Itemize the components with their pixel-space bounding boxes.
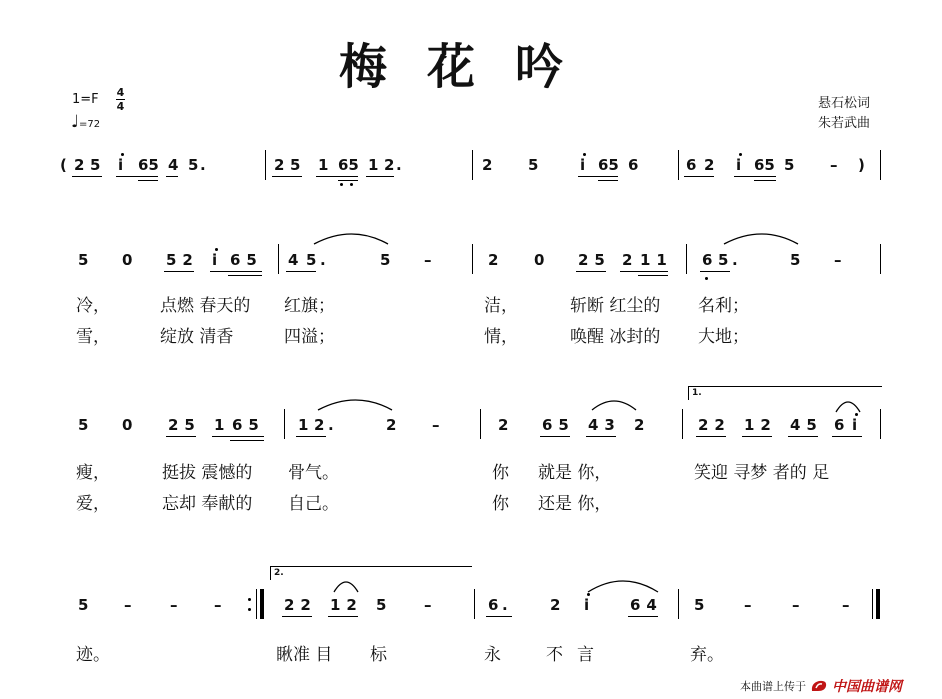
beam bbox=[700, 271, 730, 272]
lyric: 情， bbox=[484, 327, 518, 347]
slur bbox=[834, 398, 862, 414]
note: 5 bbox=[188, 156, 199, 174]
note: 5 bbox=[78, 416, 89, 434]
open-paren: ( bbox=[60, 156, 67, 174]
note: 2 bbox=[384, 156, 395, 174]
note: 5 bbox=[290, 156, 301, 174]
song-title: 梅花吟 bbox=[338, 39, 603, 95]
note: 5 bbox=[78, 596, 89, 614]
dot-extension: . bbox=[502, 596, 508, 614]
note: 2 bbox=[622, 251, 633, 269]
dash: – bbox=[792, 596, 800, 614]
volta-bracket-edge bbox=[688, 386, 689, 400]
note: i bbox=[736, 156, 742, 174]
note: 4 bbox=[288, 251, 299, 269]
lyric: 永 bbox=[484, 645, 501, 665]
beam bbox=[754, 180, 776, 181]
note: 43 bbox=[588, 416, 621, 434]
lyric: 瘦， bbox=[76, 463, 110, 483]
barline bbox=[880, 150, 881, 180]
slur bbox=[586, 576, 660, 594]
composer-credit: 朱若武曲 bbox=[818, 116, 871, 131]
note: 2 bbox=[488, 251, 499, 269]
note: 6 bbox=[686, 156, 697, 174]
beam bbox=[586, 436, 616, 437]
note: 4 bbox=[168, 156, 179, 174]
note: 65 bbox=[230, 251, 263, 269]
dash: – bbox=[432, 416, 440, 434]
barline bbox=[284, 409, 285, 439]
volta-1-label: 1. bbox=[692, 388, 702, 398]
note: i bbox=[580, 156, 586, 174]
beam bbox=[138, 180, 158, 181]
note: 5 bbox=[376, 596, 387, 614]
lyric: 雪， bbox=[76, 327, 110, 347]
volta-bracket-edge bbox=[270, 566, 271, 580]
beam bbox=[696, 436, 726, 437]
note: 22 bbox=[698, 416, 731, 434]
beam bbox=[578, 176, 618, 177]
note: 2 bbox=[550, 596, 561, 614]
dash: – bbox=[170, 596, 178, 614]
dash: – bbox=[744, 596, 752, 614]
dash: – bbox=[830, 156, 838, 174]
barline bbox=[472, 150, 473, 180]
beam bbox=[486, 616, 512, 617]
barline bbox=[474, 589, 475, 619]
lyric: 迹。 bbox=[76, 645, 110, 665]
note: 0 bbox=[534, 251, 545, 269]
octave-dot bbox=[739, 153, 742, 156]
lyric: 你 bbox=[492, 463, 509, 483]
note: 11 bbox=[640, 251, 673, 269]
lyric: 点燃 春天的 bbox=[160, 296, 251, 316]
lyric: 你 bbox=[492, 494, 509, 514]
barline bbox=[472, 244, 473, 274]
beam bbox=[212, 436, 264, 437]
low-octave-dot bbox=[350, 183, 353, 186]
lyric: 忘却 奉献的 bbox=[162, 494, 253, 514]
note: 65 bbox=[232, 416, 265, 434]
note: 25 bbox=[578, 251, 611, 269]
lyric: 爱， bbox=[76, 494, 110, 514]
barline bbox=[880, 409, 881, 439]
beam bbox=[742, 436, 772, 437]
note: 25 bbox=[168, 416, 201, 434]
dot-extension: . bbox=[732, 251, 738, 269]
dash: – bbox=[124, 596, 132, 614]
note: i bbox=[852, 416, 858, 434]
dot-extension: . bbox=[200, 156, 206, 174]
beam bbox=[832, 436, 862, 437]
upload-note: 本曲谱上传于 bbox=[740, 680, 806, 693]
barline bbox=[278, 244, 279, 274]
note: 65 bbox=[598, 156, 619, 174]
note: 6 bbox=[488, 596, 499, 614]
note: 52 bbox=[166, 251, 199, 269]
tempo-marking bbox=[71, 112, 100, 132]
note: 64 bbox=[630, 596, 663, 614]
barline bbox=[880, 244, 881, 274]
note: 5 bbox=[90, 156, 101, 174]
beam bbox=[210, 271, 262, 272]
dot-extension: . bbox=[396, 156, 402, 174]
barline bbox=[682, 409, 683, 439]
note: i bbox=[212, 251, 218, 269]
beam bbox=[230, 440, 264, 441]
note: 2 bbox=[314, 416, 325, 434]
lyric: 不言 bbox=[546, 645, 608, 665]
note: 2 bbox=[498, 416, 509, 434]
dash: – bbox=[214, 596, 222, 614]
note: 1 bbox=[368, 156, 379, 174]
dash: – bbox=[842, 596, 850, 614]
note: 5 bbox=[694, 596, 705, 614]
site-footer bbox=[740, 676, 902, 696]
beam bbox=[286, 271, 316, 272]
note: 0 bbox=[122, 416, 133, 434]
dash: – bbox=[424, 251, 432, 269]
note: 6 bbox=[702, 251, 713, 269]
beam bbox=[282, 616, 312, 617]
close-paren: ) bbox=[858, 156, 865, 174]
lyric: 红旗； bbox=[284, 296, 335, 316]
note: 1 bbox=[214, 416, 225, 434]
beam bbox=[228, 275, 262, 276]
beam bbox=[116, 176, 158, 177]
slur bbox=[316, 396, 396, 412]
note: 5 bbox=[306, 251, 317, 269]
key-signature: 1=F bbox=[72, 92, 99, 107]
note: 1 bbox=[318, 156, 329, 174]
beam bbox=[684, 176, 714, 177]
beam bbox=[576, 271, 606, 272]
note: 2 bbox=[274, 156, 285, 174]
note: 22 bbox=[284, 596, 317, 614]
note: 5 bbox=[790, 251, 801, 269]
beam bbox=[272, 176, 302, 177]
beam bbox=[72, 176, 102, 177]
dash: – bbox=[424, 596, 432, 614]
note: 2 bbox=[634, 416, 645, 434]
lyric: 标 bbox=[370, 645, 387, 665]
lyric: 四溢； bbox=[284, 327, 335, 347]
dash: – bbox=[834, 251, 842, 269]
note: 1 bbox=[298, 416, 309, 434]
octave-dot bbox=[583, 153, 586, 156]
octave-dot bbox=[215, 248, 218, 251]
site-logo-icon bbox=[810, 679, 828, 693]
note: 5 bbox=[718, 251, 729, 269]
note: 2 bbox=[704, 156, 715, 174]
note: 65 bbox=[338, 156, 359, 174]
volta-bracket bbox=[270, 566, 472, 567]
beam bbox=[338, 180, 358, 181]
tempo-value: =72 bbox=[79, 119, 101, 130]
beam bbox=[788, 436, 818, 437]
lyric: 斩断 红尘的 bbox=[570, 296, 661, 316]
lyric: 大地； bbox=[698, 327, 749, 347]
lyric: 就是 你， bbox=[538, 463, 612, 483]
time-signature bbox=[116, 87, 125, 112]
lyric: 名利； bbox=[698, 296, 749, 316]
beam bbox=[620, 271, 668, 272]
lyricist-credit: 悬石松词 bbox=[818, 96, 871, 111]
note: 45 bbox=[790, 416, 823, 434]
lyric: 骨气。 bbox=[288, 463, 339, 483]
site-name[interactable]: 中国曲谱网 bbox=[832, 679, 902, 695]
slur bbox=[312, 230, 392, 246]
note: 12 bbox=[330, 596, 363, 614]
volta-bracket bbox=[688, 386, 882, 387]
beam bbox=[164, 271, 194, 272]
beam bbox=[598, 180, 618, 181]
note: i bbox=[584, 596, 590, 614]
beam bbox=[316, 176, 358, 177]
lyric: 自己。 bbox=[288, 494, 339, 514]
beam bbox=[638, 275, 668, 276]
lyric: 绽放 清香 bbox=[160, 327, 234, 347]
barline bbox=[678, 150, 679, 180]
note: 5 bbox=[380, 251, 391, 269]
lyric: 弃。 bbox=[690, 645, 724, 665]
lyric: 冷， bbox=[76, 296, 110, 316]
octave-dot bbox=[121, 153, 124, 156]
note: 5 bbox=[784, 156, 795, 174]
note: 5 bbox=[78, 251, 89, 269]
beam bbox=[296, 436, 326, 437]
volta-2-label: 2. bbox=[274, 568, 284, 578]
low-octave-dot bbox=[340, 183, 343, 186]
lyric: 瞅准 目 bbox=[276, 645, 333, 665]
slur bbox=[332, 578, 360, 594]
lyric: 挺拔 震憾的 bbox=[162, 463, 253, 483]
note: 6 bbox=[834, 416, 845, 434]
lyric: 笑迎 寻梦 者的 足 bbox=[694, 463, 830, 483]
quarter-note-icon: ♩ bbox=[71, 112, 80, 132]
lyric: 洁， bbox=[484, 296, 518, 316]
note: 0 bbox=[122, 251, 133, 269]
lyric: 唤醒 冰封的 bbox=[570, 327, 661, 347]
note: 5 bbox=[528, 156, 539, 174]
note: 2 bbox=[74, 156, 85, 174]
beam bbox=[366, 176, 394, 177]
beam bbox=[166, 176, 178, 177]
note: 65 bbox=[542, 416, 575, 434]
beam bbox=[628, 616, 658, 617]
note: 65 bbox=[754, 156, 775, 174]
note: 12 bbox=[744, 416, 777, 434]
slur bbox=[590, 396, 640, 412]
beam bbox=[734, 176, 776, 177]
time-sig-bottom: 4 bbox=[116, 100, 125, 113]
beam bbox=[540, 436, 570, 437]
time-sig-top: 4 bbox=[116, 86, 125, 99]
note: i bbox=[118, 156, 124, 174]
beam bbox=[328, 616, 358, 617]
beam bbox=[166, 436, 196, 437]
dot-extension: . bbox=[328, 416, 334, 434]
note: 2 bbox=[482, 156, 493, 174]
dot-extension: . bbox=[320, 251, 326, 269]
note: 6 bbox=[628, 156, 639, 174]
note: 65 bbox=[138, 156, 159, 174]
barline bbox=[480, 409, 481, 439]
slur bbox=[722, 230, 802, 246]
low-octave-dot bbox=[705, 277, 708, 280]
barline bbox=[265, 150, 266, 180]
barline bbox=[686, 244, 687, 274]
lyric: 还是 你， bbox=[538, 494, 612, 514]
note: 2 bbox=[386, 416, 397, 434]
barline bbox=[678, 589, 679, 619]
